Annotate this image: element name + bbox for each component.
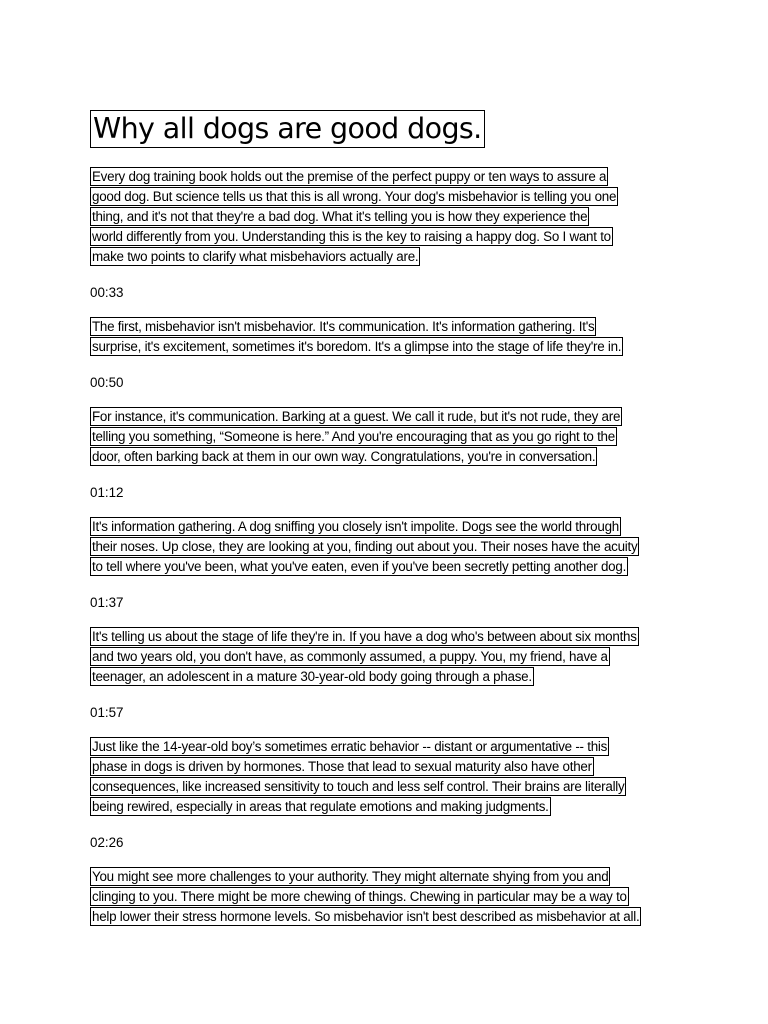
paragraph (90, 867, 641, 927)
text-line: surprise, it's excitement, sometimes it's boredom. It's a glimpse into the stage of life they're in. (92, 339, 622, 354)
text-line: their noses. Up close, they are looking at you, finding out about you. Their noses have the acuity (92, 539, 638, 554)
text-line: good dog. But science tells us that this is all wrong. Your dog's misbehavior is telling you one (92, 189, 617, 204)
paragraph (90, 407, 622, 467)
text-line: and two years old, you don't have, as commonly assumed, a puppy. You, my friend, have a (92, 649, 608, 664)
paragraph (90, 317, 623, 357)
paragraph (90, 737, 626, 817)
text-line: door, often barking back at them in our own way. Congratulations, you're in conversation. (92, 449, 596, 464)
text-line: make two points to clarify what misbehaviors actually are. (92, 249, 419, 264)
timestamp: 01:37 (90, 595, 124, 610)
text-line: It's telling us about the stage of life they're in. If you have a dog who's between about six months (92, 629, 637, 644)
timestamp: 02:26 (90, 835, 124, 850)
text-line: phase in dogs is driven by hormones. Those that lead to sexual maturity also have other (92, 759, 592, 774)
text-line: The first, misbehavior isn't misbehavior. It's communication. It's information gathering. It's (92, 319, 595, 334)
text-line: world differently from you. Understanding this is the key to raising a happy dog. So I want to (92, 229, 611, 244)
text-line: teenager, an adolescent in a mature 30-year-old body going through a phase. (92, 669, 532, 684)
text-line: Just like the 14-year-old boy’s sometimes erratic behavior -- distant or argumentative -- this (92, 739, 608, 754)
text-line: For instance, it's communication. Barking at a guest. We call it rude, but it's not rude, they are (92, 409, 621, 424)
text-line: You might see more challenges to your authority. They might alternate shying from you and (92, 869, 609, 884)
text-line: to tell where you've been, what you've eaten, even if you've been secretly petting another dog. (92, 559, 627, 574)
timestamp: 00:50 (90, 375, 124, 390)
text-line: consequences, like increased sensitivity to touch and less self control. Their brains are literally (92, 779, 625, 794)
text-line: clinging to you. There might be more chewing of things. Chewing in particular may be a way to (92, 889, 627, 904)
paragraph (90, 517, 639, 577)
text-line: It's information gathering. A dog sniffing you closely isn't impolite. Dogs see the world through (92, 519, 619, 534)
text-line: help lower their stress hormone levels. So misbehavior isn't best described as misbehavior at all. (92, 909, 640, 924)
timestamp: 01:57 (90, 705, 124, 720)
timestamp: 01:12 (90, 485, 124, 500)
text-line: thing, and it's not that they're a bad dog. What it's telling you is how they experience the (92, 209, 588, 224)
timestamp: 00:33 (90, 285, 124, 300)
text-line: Every dog training book holds out the premise of the perfect puppy or ten ways to assure a (92, 169, 607, 184)
document-title: Why all dogs are good dogs. (90, 110, 485, 148)
paragraph-intro (90, 167, 618, 267)
text-line: being rewired, especially in areas that regulate emotions and making judgments. (92, 799, 549, 814)
text-line: telling you something, “Someone is here.” And you're encouraging that as you go right to the (92, 429, 615, 444)
paragraph (90, 627, 639, 687)
